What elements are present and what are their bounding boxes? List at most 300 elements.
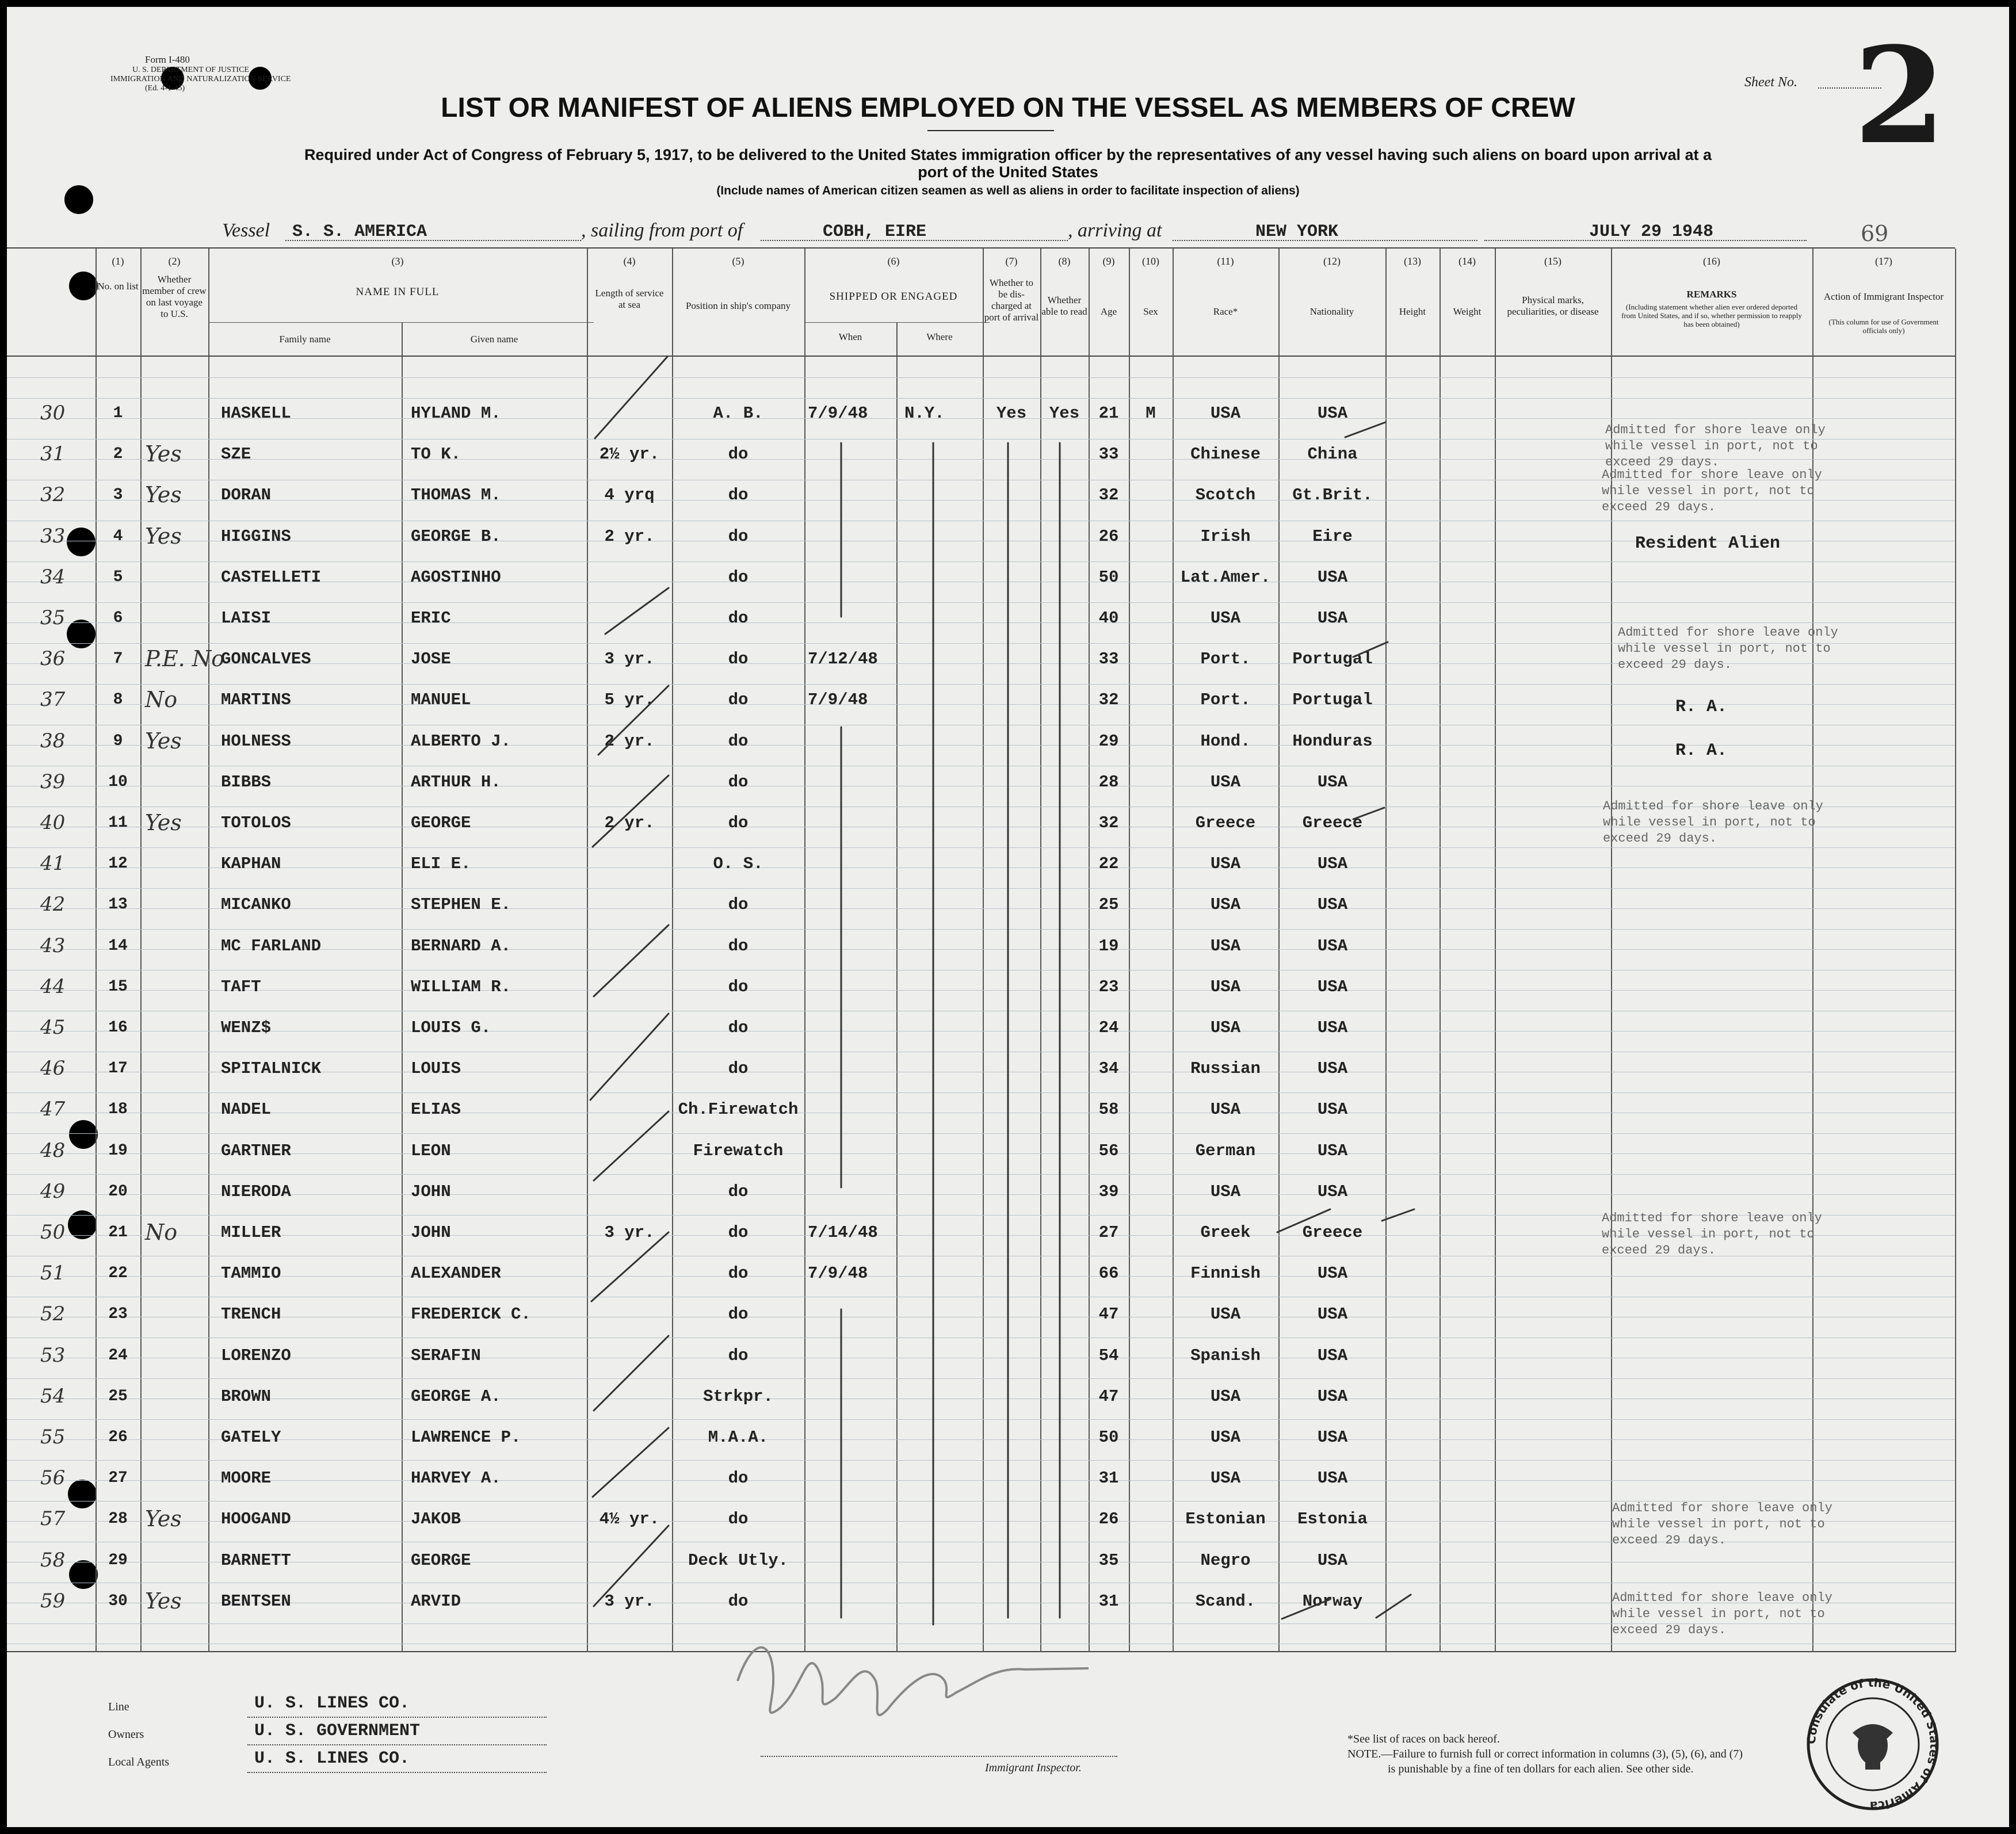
col10-num: (10) bbox=[1142, 255, 1159, 267]
margin-number: 53 bbox=[40, 1344, 66, 1367]
position: A. B. bbox=[713, 404, 763, 423]
given-name: FREDERICK C. bbox=[411, 1305, 531, 1324]
family-name: MARTINS bbox=[221, 690, 291, 709]
list-number: 4 bbox=[113, 528, 123, 545]
arrival-date: JULY 29 1948 bbox=[1589, 222, 1714, 242]
nationality: USA bbox=[1317, 1182, 1348, 1201]
given-name: ARVID bbox=[411, 1592, 461, 1611]
position: do bbox=[728, 1264, 749, 1283]
position: do bbox=[728, 895, 749, 914]
age: 50 bbox=[1098, 1428, 1119, 1447]
list-number: 20 bbox=[108, 1183, 128, 1201]
list-number: 16 bbox=[108, 1019, 128, 1037]
race: Scand. bbox=[1195, 1592, 1256, 1611]
nationality: Portugal bbox=[1292, 649, 1373, 668]
given-name: LEON bbox=[411, 1141, 451, 1160]
race: Chinese bbox=[1190, 445, 1261, 464]
list-number: 8 bbox=[113, 691, 123, 709]
position: do bbox=[728, 1223, 749, 1242]
given-name: AGOSTINHO bbox=[411, 568, 501, 587]
family-name: TAMMIO bbox=[221, 1264, 281, 1283]
consulate-seal bbox=[1795, 1675, 1950, 1813]
age: 22 bbox=[1098, 854, 1119, 873]
margin-number: 35 bbox=[40, 606, 66, 629]
list-number: 26 bbox=[108, 1428, 128, 1446]
col6-num: (6) bbox=[887, 255, 900, 267]
list-number: 15 bbox=[108, 978, 128, 996]
position: O. S. bbox=[713, 854, 763, 873]
list-number: 7 bbox=[113, 650, 123, 668]
list-number: 9 bbox=[113, 732, 123, 750]
margin-number: 50 bbox=[40, 1221, 66, 1244]
race: USA bbox=[1210, 773, 1241, 792]
margin-number: 43 bbox=[40, 934, 66, 957]
remark-shore-leave: Admitted for shore leave only while vessel in port, not to exceed 29 days. bbox=[1603, 799, 1823, 846]
page-title: LIST OR MANIFEST OF ALIENS EMPLOYED ON THE VESSEL AS MEMBERS OF CREW bbox=[441, 93, 1575, 123]
nationality: USA bbox=[1317, 854, 1348, 873]
nationality: USA bbox=[1317, 609, 1348, 628]
race: Port. bbox=[1200, 649, 1251, 668]
position: do bbox=[728, 486, 749, 505]
given-name: LAWRENCE P. bbox=[411, 1428, 521, 1447]
race: Scotch bbox=[1195, 486, 1256, 505]
nationality: USA bbox=[1317, 1305, 1348, 1324]
family-name: HOLNESS bbox=[221, 732, 291, 751]
margin-number: 47 bbox=[40, 1098, 66, 1121]
manifest-sheet bbox=[7, 7, 2009, 1827]
family-name: SZE bbox=[221, 445, 251, 464]
age: 29 bbox=[1098, 732, 1119, 751]
service-length: 2½ yr. bbox=[599, 445, 660, 464]
remark-shore-leave: Admitted for shore leave only while vessel in port, not to exceed 29 days. bbox=[1602, 1211, 1822, 1258]
last-voyage: Yes bbox=[145, 1506, 182, 1531]
subtitle-line1: Required under Act of Congress of February 5, 1917, to be delivered to the United States immigration officer by the representatives of any vessel having such aliens on board upon arrival at a bbox=[304, 146, 1712, 163]
col4-num: (4) bbox=[623, 255, 636, 267]
nationality: Estonia bbox=[1297, 1510, 1368, 1529]
list-number: 6 bbox=[113, 609, 123, 627]
position: do bbox=[728, 732, 749, 751]
race: Irish bbox=[1200, 527, 1251, 546]
footer-note-races: *See list of races on back hereof. bbox=[1347, 1733, 1500, 1745]
given-name: GEORGE bbox=[411, 813, 471, 832]
age: 56 bbox=[1098, 1141, 1119, 1160]
remark-shore-leave: Admitted for shore leave only while vessel in port, not to exceed 29 days. bbox=[1618, 625, 1838, 672]
last-voyage: No bbox=[145, 1220, 178, 1245]
family-name: WENZ$ bbox=[221, 1018, 272, 1037]
race: USA bbox=[1210, 1305, 1241, 1324]
age: 33 bbox=[1098, 649, 1119, 668]
service-length: 3 yr. bbox=[604, 1223, 655, 1242]
position: do bbox=[728, 1469, 749, 1488]
nationality: USA bbox=[1317, 1387, 1348, 1406]
col15-header: Physical marks, peculiarities, or disease bbox=[1507, 295, 1599, 317]
given-name: LOUIS bbox=[411, 1059, 461, 1078]
margin-number: 54 bbox=[40, 1385, 66, 1408]
col3-header: NAME IN FULL bbox=[356, 286, 440, 298]
form-service: IMMIGRATION AND NATURALIZATION SERVICE bbox=[110, 75, 291, 83]
family-name: BARNETT bbox=[221, 1551, 291, 1570]
family-name: DORAN bbox=[221, 486, 272, 505]
race: USA bbox=[1210, 937, 1241, 956]
nationality: Norway bbox=[1302, 1592, 1363, 1611]
remark-shore-leave: Admitted for shore leave only while vessel in port, not to exceed 29 days. bbox=[1612, 1501, 1832, 1548]
nationality: Gt.Brit. bbox=[1292, 486, 1373, 505]
remark-shore-leave: Admitted for shore leave only while vessel in port, not to exceed 29 days. bbox=[1612, 1591, 1832, 1637]
race: Hond. bbox=[1200, 732, 1251, 751]
given-name: JOSE bbox=[411, 649, 451, 668]
given-name: HYLAND M. bbox=[411, 404, 501, 423]
nationality: USA bbox=[1317, 1018, 1348, 1037]
age: 21 bbox=[1098, 404, 1119, 423]
race: Spanish bbox=[1190, 1346, 1261, 1365]
nationality: Portugal bbox=[1292, 690, 1373, 709]
age: 23 bbox=[1098, 977, 1119, 996]
col17-header: Action of Immigrant Inspector bbox=[1823, 291, 1944, 302]
col5-num: (5) bbox=[732, 255, 744, 267]
given-name: GEORGE B. bbox=[411, 527, 501, 546]
discharged: Yes bbox=[996, 404, 1027, 423]
position: do bbox=[728, 649, 749, 668]
family-name: GARTNER bbox=[221, 1141, 291, 1160]
remark-ra: R. A. bbox=[1675, 741, 1728, 761]
port-from: COBH, EIRE bbox=[823, 222, 927, 242]
sex: M bbox=[1146, 404, 1156, 423]
last-voyage: Yes bbox=[145, 441, 182, 467]
able-to-read: Yes bbox=[1049, 404, 1080, 423]
subtitle-line3: (Include names of American citizen seamen as well as aliens in order to facilitate inspection of aliens) bbox=[716, 184, 1300, 197]
last-voyage: Yes bbox=[145, 524, 182, 549]
nationality: USA bbox=[1317, 1551, 1348, 1570]
race: Greece bbox=[1195, 813, 1256, 832]
corner-number: 69 bbox=[1861, 221, 1889, 246]
given-name: SERAFIN bbox=[411, 1346, 481, 1365]
age: 40 bbox=[1098, 609, 1119, 628]
given-name: ELIAS bbox=[411, 1100, 461, 1119]
race: USA bbox=[1210, 1428, 1241, 1447]
nationality: USA bbox=[1317, 773, 1348, 792]
form-dept: U. S. DEPARTMENT OF JUSTICE bbox=[132, 66, 249, 74]
footer-line-rule bbox=[247, 1717, 547, 1718]
nationality: China bbox=[1307, 445, 1358, 464]
col6-header: SHIPPED OR ENGAGED bbox=[829, 291, 958, 303]
last-voyage: Yes bbox=[145, 482, 182, 507]
margin-number: 38 bbox=[40, 729, 66, 752]
footer-agents: U. S. LINES CO. bbox=[254, 1749, 410, 1768]
seal-text: Consulate of the United States of America bbox=[1804, 1675, 1942, 1813]
nationality: USA bbox=[1317, 568, 1348, 587]
list-number: 27 bbox=[108, 1469, 128, 1487]
footer-owners: U. S. GOVERNMENT bbox=[254, 1721, 421, 1741]
list-number: 28 bbox=[108, 1510, 128, 1528]
age: 19 bbox=[1098, 937, 1119, 956]
race: Port. bbox=[1200, 690, 1251, 709]
family-name: LORENZO bbox=[221, 1346, 291, 1365]
list-number: 30 bbox=[108, 1592, 128, 1610]
position: do bbox=[728, 445, 749, 464]
age: 54 bbox=[1098, 1346, 1119, 1365]
position: do bbox=[728, 1182, 749, 1201]
race: German bbox=[1195, 1141, 1256, 1160]
race: USA bbox=[1210, 895, 1241, 914]
list-number: 24 bbox=[108, 1347, 128, 1365]
family-name: MILLER bbox=[221, 1223, 281, 1242]
footer-owners-rule bbox=[247, 1744, 547, 1745]
margin-number: 36 bbox=[40, 647, 66, 670]
vessel-name: S. S. AMERICA bbox=[292, 222, 427, 242]
nationality: USA bbox=[1317, 1141, 1348, 1160]
given-name: STEPHEN E. bbox=[411, 895, 511, 914]
race: Lat.Amer. bbox=[1180, 568, 1271, 587]
form-number: Form I-480 bbox=[145, 54, 190, 65]
given-name: WILLIAM R. bbox=[411, 977, 511, 996]
col7-num: (7) bbox=[1005, 255, 1018, 267]
col1-header: No. on list bbox=[97, 281, 139, 292]
given-name: ALBERTO J. bbox=[411, 732, 511, 751]
age: 50 bbox=[1098, 568, 1119, 587]
port-to: NEW YORK bbox=[1255, 222, 1339, 242]
last-voyage: Yes bbox=[145, 728, 182, 754]
age: 25 bbox=[1098, 895, 1119, 914]
list-number: 13 bbox=[108, 896, 128, 914]
list-number: 3 bbox=[113, 486, 123, 504]
remark-shore-leave: Admitted for shore leave only while vessel in port, not to exceed 29 days. bbox=[1602, 468, 1822, 514]
age: 47 bbox=[1098, 1387, 1119, 1406]
margin-number: 45 bbox=[40, 1016, 66, 1039]
race: USA bbox=[1210, 609, 1241, 628]
given-name: ELI E. bbox=[411, 854, 471, 873]
list-number: 2 bbox=[113, 445, 123, 463]
family-name: BIBBS bbox=[221, 773, 272, 792]
nationality: USA bbox=[1317, 1428, 1348, 1447]
shipped-when: 7/14/48 bbox=[808, 1223, 878, 1242]
service-length: 4½ yr. bbox=[599, 1510, 660, 1529]
given-name: ERIC bbox=[411, 609, 451, 628]
shipped-where: N.Y. bbox=[904, 404, 945, 423]
col9-header: Age bbox=[1100, 306, 1117, 317]
col8-num: (8) bbox=[1058, 255, 1071, 267]
margin-number: 31 bbox=[40, 442, 66, 465]
list-number: 12 bbox=[108, 855, 128, 873]
position: do bbox=[728, 937, 749, 956]
race: USA bbox=[1210, 854, 1241, 873]
nationality: USA bbox=[1317, 937, 1348, 956]
position: do bbox=[728, 568, 749, 587]
margin-number: 48 bbox=[40, 1139, 66, 1162]
margin-number: 46 bbox=[40, 1057, 66, 1080]
list-number: 29 bbox=[108, 1552, 128, 1569]
position: do bbox=[728, 977, 749, 996]
margin-number: 34 bbox=[40, 566, 66, 589]
age: 31 bbox=[1098, 1592, 1119, 1611]
remark-resident-alien: Resident Alien bbox=[1635, 534, 1781, 553]
margin-number: 51 bbox=[40, 1262, 66, 1285]
col2-num: (2) bbox=[168, 255, 181, 267]
col13-num: (13) bbox=[1404, 255, 1421, 267]
position: M.A.A. bbox=[708, 1428, 769, 1447]
pen-marks bbox=[7, 7, 2009, 1827]
col17-subheader: (This column for use of Government officials only) bbox=[1828, 318, 1939, 335]
footer-line: U. S. LINES CO. bbox=[254, 1694, 410, 1713]
col7-header: Whether to be dis-charged at port of arrival bbox=[984, 277, 1039, 323]
remark-ra: R. A. bbox=[1675, 697, 1728, 717]
given-name: GEORGE A. bbox=[411, 1387, 501, 1406]
service-length: 3 yr. bbox=[604, 649, 655, 668]
family-name: GONCALVES bbox=[221, 649, 311, 668]
arriving-label: , arriving at bbox=[1068, 220, 1162, 241]
family-name: HIGGINS bbox=[221, 527, 291, 546]
list-number: 17 bbox=[108, 1060, 128, 1078]
margin-number: 59 bbox=[40, 1590, 66, 1613]
family-name: HOOGAND bbox=[221, 1510, 291, 1529]
col6-where-header: Where bbox=[926, 331, 953, 342]
given-name: BERNARD A. bbox=[411, 937, 511, 956]
list-number: 23 bbox=[108, 1305, 128, 1323]
family-name: KAPHAN bbox=[221, 854, 281, 873]
nationality: Honduras bbox=[1292, 732, 1373, 751]
family-name: TAFT bbox=[221, 977, 261, 996]
margin-number: 55 bbox=[40, 1426, 66, 1449]
list-number: 14 bbox=[108, 937, 128, 955]
col13-header: Height bbox=[1399, 306, 1426, 317]
age: 32 bbox=[1098, 690, 1119, 709]
age: 35 bbox=[1098, 1551, 1119, 1570]
family-name: TOTOLOS bbox=[221, 813, 291, 832]
sheet-number: 2 bbox=[1854, 18, 1946, 174]
family-name: TRENCH bbox=[221, 1305, 281, 1324]
col14-header: Weight bbox=[1453, 306, 1482, 317]
sheet-label: Sheet No. bbox=[1744, 75, 1797, 90]
race: Russian bbox=[1190, 1059, 1261, 1078]
last-voyage: P.E. No bbox=[145, 646, 224, 671]
age: 28 bbox=[1098, 773, 1119, 792]
footer-line-label: Line bbox=[108, 1701, 129, 1713]
margin-number: 57 bbox=[40, 1507, 66, 1530]
col1-num: (1) bbox=[112, 255, 124, 267]
last-voyage: Yes bbox=[145, 810, 182, 835]
sailing-label: , sailing from port of bbox=[581, 220, 743, 241]
race: USA bbox=[1210, 1469, 1241, 1488]
col16-header: REMARKS bbox=[1686, 289, 1737, 300]
col3-num: (3) bbox=[391, 255, 404, 267]
list-number: 22 bbox=[108, 1264, 128, 1282]
age: 58 bbox=[1098, 1100, 1119, 1119]
col11-num: (11) bbox=[1217, 255, 1234, 267]
col4-header: Length of service at sea bbox=[595, 288, 664, 310]
given-name: TO K. bbox=[411, 445, 461, 464]
margin-number: 39 bbox=[40, 770, 66, 793]
col16-num: (16) bbox=[1703, 255, 1720, 267]
footer-note-fine: is punishable by a fine of ten dollars for each alien. See other side. bbox=[1388, 1763, 1694, 1775]
position: do bbox=[728, 690, 749, 709]
age: 32 bbox=[1098, 486, 1119, 505]
family-name: NIERODA bbox=[221, 1182, 291, 1201]
given-name: ARTHUR H. bbox=[411, 773, 501, 792]
shipped-when: 7/9/48 bbox=[808, 1264, 868, 1283]
col12-num: (12) bbox=[1323, 255, 1341, 267]
margin-number: 37 bbox=[40, 688, 66, 711]
last-voyage: Yes bbox=[145, 1588, 182, 1614]
age: 26 bbox=[1098, 527, 1119, 546]
shipped-when: 7/9/48 bbox=[808, 404, 868, 423]
given-name: ALEXANDER bbox=[411, 1264, 501, 1283]
family-name: MOORE bbox=[221, 1469, 272, 1488]
col9-num: (9) bbox=[1102, 255, 1115, 267]
col3-family-header: Family name bbox=[279, 334, 331, 345]
nationality: Greece bbox=[1302, 813, 1363, 832]
family-name: LAISI bbox=[221, 609, 272, 628]
inspector-label: Immigrant Inspector. bbox=[985, 1762, 1082, 1774]
family-name: SPITALNICK bbox=[221, 1059, 322, 1078]
service-length: 5 yr. bbox=[604, 690, 655, 709]
last-voyage: No bbox=[145, 687, 178, 712]
list-number: 18 bbox=[108, 1101, 128, 1118]
race: USA bbox=[1210, 1100, 1241, 1119]
given-name: GEORGE bbox=[411, 1551, 471, 1570]
col16-subheader: (Including statement whether alien ever ordered deported from United States, and if so, whether permission to reapply has been obtained) bbox=[1621, 303, 1802, 328]
position: do bbox=[728, 527, 749, 546]
margin-number: 58 bbox=[40, 1549, 66, 1572]
col2-header: Whether member of crew on last voyage to U.S. bbox=[142, 274, 207, 319]
age: 27 bbox=[1098, 1223, 1119, 1242]
col8-header: Whether able to read bbox=[1041, 295, 1087, 317]
position: do bbox=[728, 1592, 749, 1611]
family-name: MC FARLAND bbox=[221, 937, 322, 956]
given-name: JOHN bbox=[411, 1182, 451, 1201]
margin-number: 32 bbox=[40, 483, 66, 506]
family-name: BENTSEN bbox=[221, 1592, 291, 1611]
nationality: USA bbox=[1317, 1264, 1348, 1283]
nationality: USA bbox=[1317, 977, 1348, 996]
list-number: 1 bbox=[113, 404, 123, 422]
family-name: HASKELL bbox=[221, 404, 291, 423]
inspector-signature bbox=[726, 1612, 1094, 1744]
nationality: USA bbox=[1317, 895, 1348, 914]
margin-number: 56 bbox=[40, 1466, 66, 1489]
family-name: CASTELLETI bbox=[221, 568, 322, 587]
col17-num: (17) bbox=[1875, 255, 1892, 267]
nationality: USA bbox=[1317, 404, 1348, 423]
position: do bbox=[728, 1059, 749, 1078]
family-name: MICANKO bbox=[221, 895, 291, 914]
col11-header: Race* bbox=[1213, 306, 1238, 317]
position: Ch.Firewatch bbox=[678, 1100, 799, 1119]
family-name: NADEL bbox=[221, 1100, 272, 1119]
footer-note-failure: NOTE.—Failure to furnish full or correct information in columns (3), (5), (6), and (7) bbox=[1347, 1748, 1743, 1760]
nationality: Eire bbox=[1312, 527, 1353, 546]
list-number: 21 bbox=[108, 1224, 128, 1241]
position: Firewatch bbox=[693, 1141, 784, 1160]
service-length: 4 yrq bbox=[604, 486, 655, 505]
inspector-rule bbox=[761, 1756, 1117, 1757]
col15-num: (15) bbox=[1544, 255, 1561, 267]
list-number: 5 bbox=[113, 568, 123, 586]
nationality: USA bbox=[1317, 1059, 1348, 1078]
position: do bbox=[728, 1346, 749, 1365]
position: do bbox=[728, 1510, 749, 1529]
family-name: GATELY bbox=[221, 1428, 281, 1447]
margin-number: 33 bbox=[40, 525, 66, 548]
position: do bbox=[728, 1018, 749, 1037]
position: Deck Utly. bbox=[688, 1551, 789, 1570]
given-name: HARVEY A. bbox=[411, 1469, 501, 1488]
race: USA bbox=[1210, 1018, 1241, 1037]
given-name: THOMAS M. bbox=[411, 486, 501, 505]
race: Estonian bbox=[1185, 1510, 1266, 1529]
position: Strkpr. bbox=[703, 1387, 773, 1406]
age: 39 bbox=[1098, 1182, 1119, 1201]
margin-number: 40 bbox=[40, 811, 66, 834]
position: do bbox=[728, 813, 749, 832]
